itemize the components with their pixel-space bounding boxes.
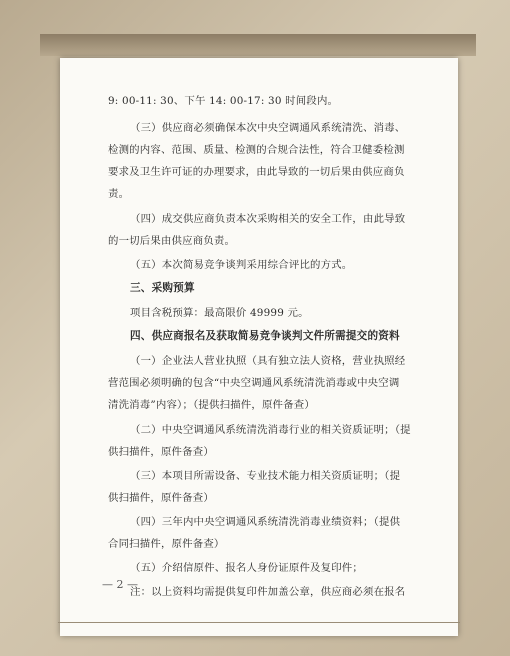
paper-top-edge (40, 34, 476, 56)
text-line: 责。 (108, 188, 130, 200)
text-line: （二）中央空调通风系统清洗消毒行业的相关资质证明；（提 (130, 424, 411, 436)
text-line: 项目含税预算：最高限价 49999 元。 (130, 307, 309, 319)
section-heading: 四、供应商报名及获取简易竞争谈判文件所需提交的资料 (130, 330, 400, 342)
text-line: （四）成交供应商负责本次采购相关的安全工作，由此导致 (130, 213, 406, 225)
paper-bottom-edge (58, 622, 460, 623)
section-heading: 三、采购预算 (130, 282, 195, 294)
text-line: （四）三年内中央空调通风系统清洗消毒业绩资料；（提供 (130, 516, 401, 528)
text-line: （五）介绍信原件、报名人身份证原件及复印件； (130, 562, 363, 574)
text-line: （一）企业法人营业执照（具有独立法人资格，营业执照经 (130, 355, 406, 367)
text-line: （五）本次简易竞争谈判采用综合评比的方式。 (130, 259, 353, 271)
text-line: （三）本项目所需设备、专业技术能力相关资质证明；（提 (130, 470, 401, 482)
text-line: 的一切后果由供应商负责。 (108, 235, 236, 247)
text-line: 9: 00-11: 30、下午 14: 00-17: 30 时间段内。 (108, 95, 339, 107)
red-seal-stamp (462, 420, 476, 540)
text-line: 注：以上资料均需提供复印件加盖公章，供应商必须在报名 (130, 586, 406, 598)
text-line: 营范围必须明确的包含“中央空调通风系统清洗消毒或中央空调 (108, 377, 400, 389)
text-line: 检测的内容、范围、质量、检测的合规合法性，符合卫健委检测 (108, 144, 405, 156)
text-line: 供扫描件，原件备查） (108, 446, 214, 458)
text-line: （三）供应商必须确保本次中央空调通风系统清洗、消毒、 (130, 122, 406, 134)
page-number: — 2 — (102, 578, 138, 591)
text-line: 供扫描件，原件备查） (108, 492, 214, 504)
text-line: 清洗消毒”内容）；（提供扫描件，原件备查） (108, 399, 315, 411)
text-line: 要求及卫生许可证的办理要求，由此导致的一切后果由供应商负 (108, 166, 405, 178)
text-line: 合同扫描件，原件备查） (108, 538, 225, 550)
